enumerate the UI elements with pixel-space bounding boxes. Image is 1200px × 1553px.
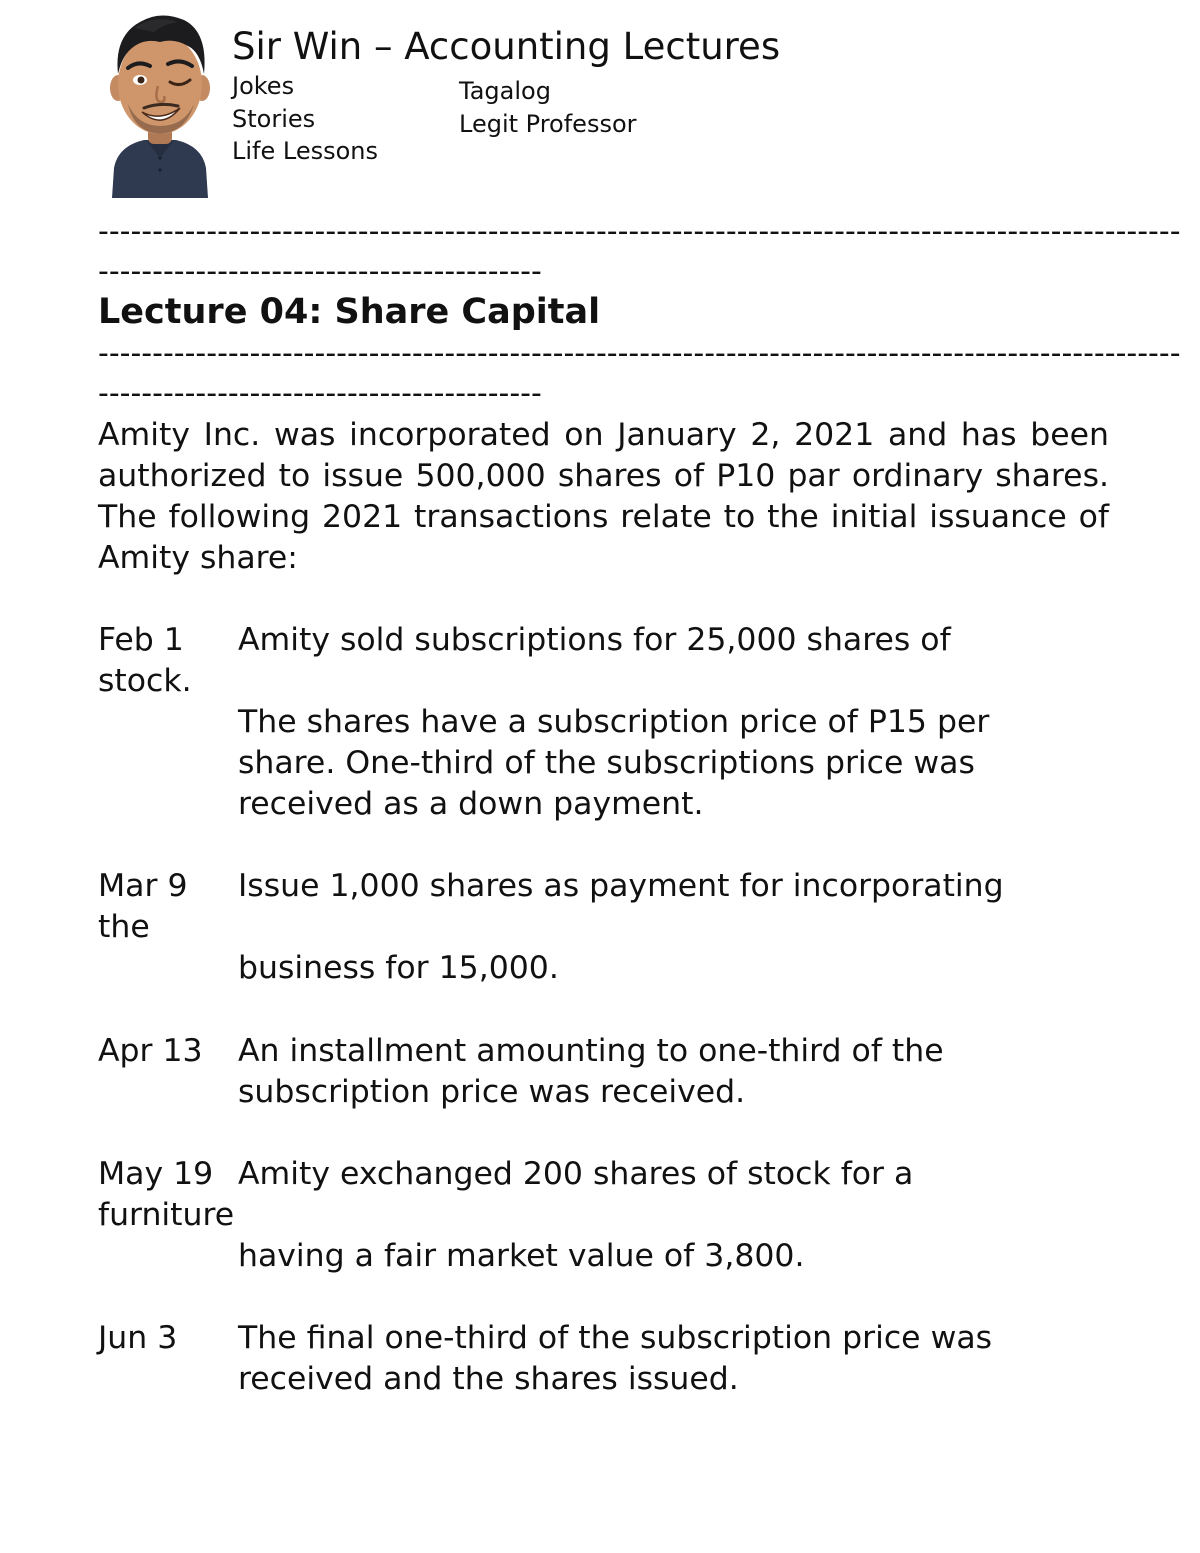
transaction-text-wrap: furniture xyxy=(98,1197,235,1233)
tag-item: Jokes xyxy=(232,72,295,100)
tag-item: Stories xyxy=(232,104,316,133)
transaction-text: received and the shares issued. xyxy=(238,1361,739,1397)
tag-item: Legit Professor xyxy=(459,109,637,138)
transaction-text: subscription price was received. xyxy=(238,1074,746,1110)
transaction-text: Amity exchanged 200 shares of stock for a xyxy=(238,1156,914,1192)
lecture-title: Lecture 04: Share Capital xyxy=(98,292,601,332)
transaction-text-wrap: stock. xyxy=(98,663,192,699)
transaction-text: An installment amounting to one-third of the xyxy=(238,1033,944,1069)
avatar xyxy=(104,8,216,198)
separator-line: ---------------------------------------------------------------------------------------------------- xyxy=(98,336,1181,371)
separator-line: ----------------------------------------- xyxy=(98,376,542,411)
transaction-text: having a fair market value of 3,800. xyxy=(238,1238,805,1274)
transaction-text: Amity sold subscriptions for 25,000 shares of xyxy=(238,622,951,658)
transaction-date: Mar 9 xyxy=(98,868,188,904)
transaction-date: Apr 13 xyxy=(98,1033,203,1069)
transaction-date: Jun 3 xyxy=(98,1320,178,1356)
separator-line: ---------------------------------------------------------------------------------------------------- xyxy=(98,214,1181,249)
intro-paragraph: Amity Inc. was incorporated on January 2, 2021 and has been authorized to issue 500,000 shares of P10 par ordinary shares. The following 2021 transactions relate to the initial issuance of Amity share: xyxy=(98,417,1109,576)
transaction-date: Feb 1 xyxy=(98,622,184,658)
tag-item: Tagalog xyxy=(459,77,551,105)
tag-item: Life Lessons xyxy=(232,137,379,165)
transaction-text: received as a down payment. xyxy=(238,786,704,822)
separator-line: ----------------------------------------- xyxy=(98,254,542,289)
transaction-text: Issue 1,000 shares as payment for incorporating xyxy=(238,868,1004,904)
transaction-text-wrap: the xyxy=(98,909,150,945)
transaction-text: The shares have a subscription price of P15 per xyxy=(238,704,990,740)
transaction-text: business for 15,000. xyxy=(238,950,559,986)
transaction-date: May 19 xyxy=(98,1156,214,1192)
transaction-text: The final one-third of the subscription price was xyxy=(238,1320,993,1356)
brand-title: Sir Win – Accounting Lectures xyxy=(232,25,781,68)
tag-list-right xyxy=(459,75,637,140)
transaction-text: share. One-third of the subscriptions price was xyxy=(238,745,975,781)
tag-list-left xyxy=(232,70,378,168)
